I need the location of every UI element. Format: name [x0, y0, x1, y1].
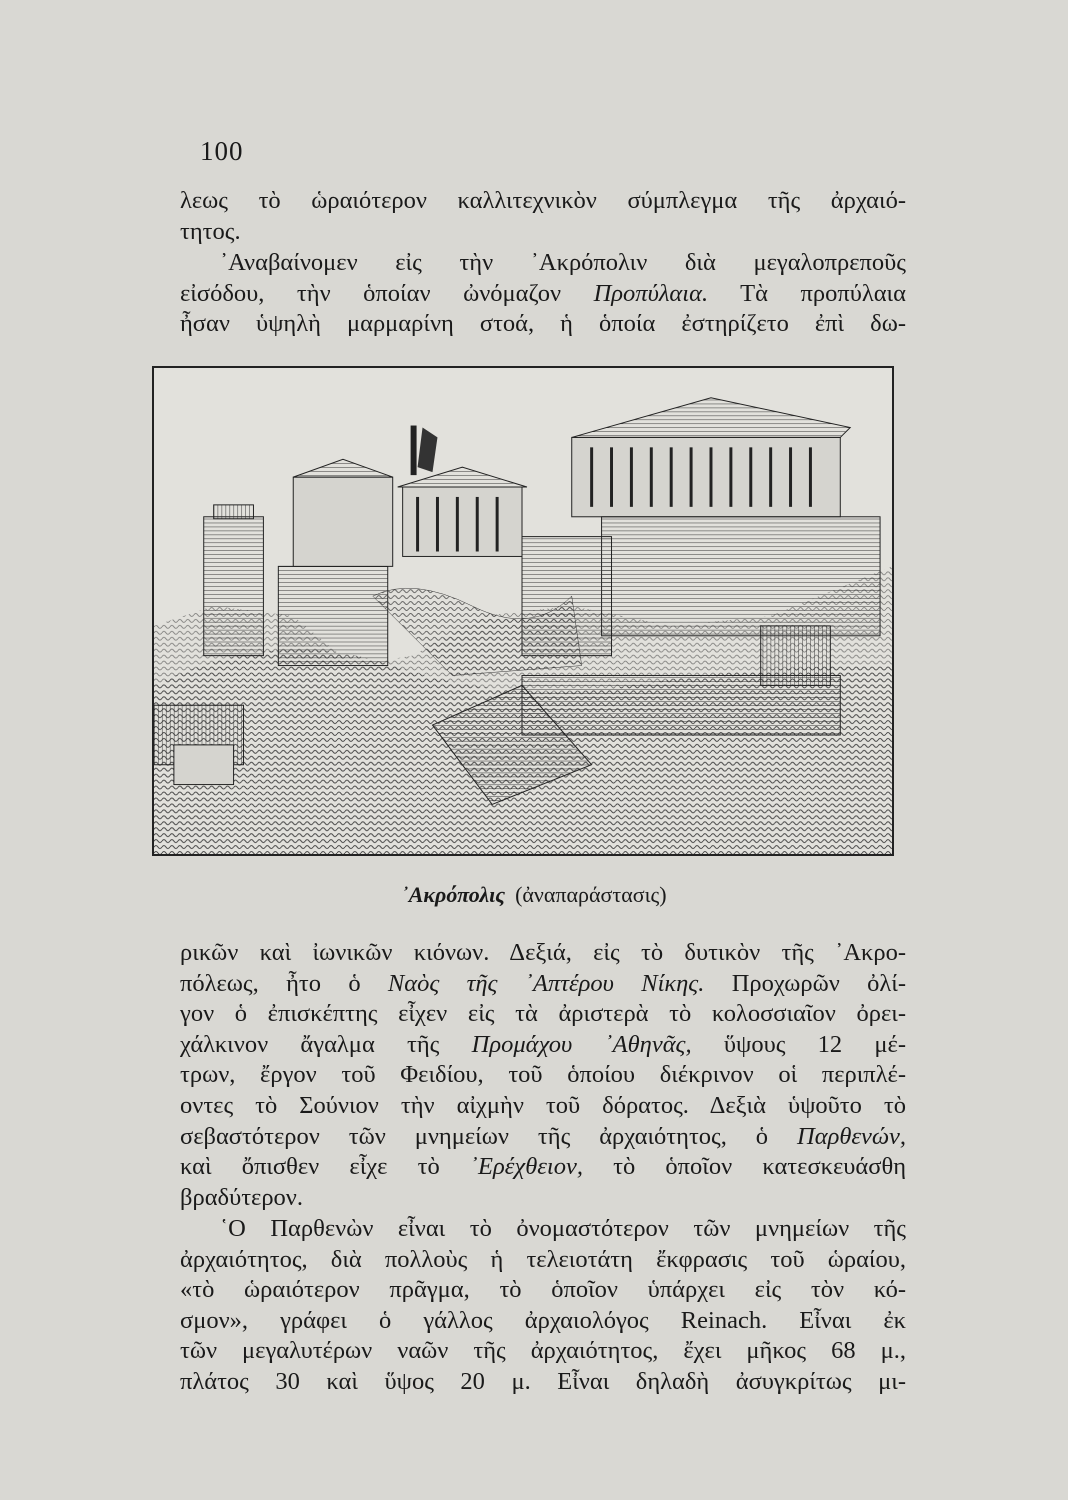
- text-line: τρων, ἔργον τοῦ Φειδίου, τοῦ ὁποίου διέκρινον οἱ περιπλέ-: [180, 1061, 906, 1089]
- second-paragraph: [180, 248, 906, 340]
- text-line: [180, 969, 906, 1000]
- text-line: τῶν μεγαλυτέρων ναῶν τῆς ἀρχαιότητος, ἔχει μῆκος 68 μ.,: [180, 1337, 906, 1365]
- figure-caption: [0, 882, 1068, 908]
- term-parthenon: Παρθενών,: [797, 1122, 906, 1150]
- text-run: Τὰ προπύλαια: [708, 279, 906, 307]
- term-propylaia: Προπύλαια.: [593, 279, 709, 307]
- text-run: ὕψους 12 μέ-: [691, 1030, 906, 1058]
- text-line: λεως τὸ ὡραιότερον καλλιτεχνικὸν σύμπλεγμα τῆς ἀρχαιό-: [180, 187, 906, 214]
- third-paragraph: [180, 938, 906, 1213]
- caption-title: ᾿Ακρόπολις: [401, 882, 506, 907]
- text-line: πλάτος 30 καὶ ὕψος 20 μ. Εἶναι δηλαδὴ ἀσυγκρίτως μι-: [180, 1367, 906, 1395]
- acropolis-engraving: [152, 366, 894, 856]
- text-line: «τὸ ὡραιότερον πρᾶγμα, τὸ ὁποῖον ὑπάρχει εἰς τὸν κό-: [180, 1276, 906, 1304]
- caption-subtitle: (ἀναπαράστασις): [515, 882, 667, 907]
- text-run: εἰσόδου, τὴν ὁποίαν ὠνόμαζον: [180, 279, 594, 307]
- text-line: γον ὁ ἐπισκέπτης εἶχεν εἰς τὰ ἀριστερὰ τὸ κολοσσιαῖον ὀρει-: [180, 1000, 906, 1028]
- text-line: ἀρχαιότητος, διὰ πολλοὺς ἡ τελειοτάτη ἔκφρασις τοῦ ὡραίου,: [180, 1245, 906, 1273]
- text-run: χάλκινον ἄγαλμα τῆς: [180, 1030, 472, 1058]
- text-line: [180, 1030, 906, 1061]
- term-nike-temple: Ναὸς τῆς ᾿Απτέρου Νίκης.: [387, 969, 705, 997]
- text-run: τὸ ὁποῖον κατεσκευάσθη: [582, 1153, 907, 1181]
- top-paragraph: [180, 186, 906, 247]
- text-run: Προχωρῶν ὀλί-: [704, 969, 906, 997]
- text-line: ῾Ο Παρθενὼν εἶναι τὸ ὀνομαστότερον τῶν μνημείων τῆς: [220, 1215, 906, 1242]
- acropolis-illustration: [154, 368, 892, 854]
- text-run: σεβαστότερον τῶν μνημείων τῆς ἀρχαιότητος, ὁ: [180, 1122, 798, 1150]
- text-line: οντες τὸ Σούνιον τὴν αἰχμὴν τοῦ δόρατος. Δεξιὰ ὑψοῦτο τὸ: [180, 1091, 906, 1119]
- text-line: βραδύτερον.: [180, 1183, 304, 1211]
- text-line: ἦσαν ὑψηλὴ μαρμαρίνη στοά, ἡ ὁποία ἐστηρίζετο ἐπὶ δω-: [180, 310, 906, 338]
- fourth-paragraph: [180, 1214, 906, 1398]
- text-line: σμον», γράφει ὁ γάλλος ἀρχαιολόγος Reinach. Εἶναι ἐκ: [180, 1306, 906, 1334]
- text-line: [180, 1152, 906, 1183]
- page-number: 100: [200, 136, 244, 166]
- text-line: [180, 279, 906, 310]
- text-run: καὶ ὄπισθεν εἶχε τὸ: [180, 1153, 470, 1181]
- term-athena-promachos: Προμάχου ᾿Αθηνᾶς,: [471, 1030, 692, 1058]
- text-line: τητος.: [180, 217, 241, 245]
- term-erechtheion: ᾿Ερέχθειον,: [469, 1153, 583, 1181]
- text-line: ρικῶν καὶ ἰωνικῶν κιόνων. Δεξιά, εἰς τὸ δυτικὸν τῆς ᾿Ακρο-: [180, 939, 906, 966]
- text-line: [180, 1122, 906, 1153]
- text-line: ᾿Αναβαίνομεν εἰς τὴν ᾿Ακρόπολιν διὰ μεγαλοπρεποῦς: [220, 249, 906, 276]
- text-run: πόλεως, ἦτο ὁ: [180, 969, 388, 997]
